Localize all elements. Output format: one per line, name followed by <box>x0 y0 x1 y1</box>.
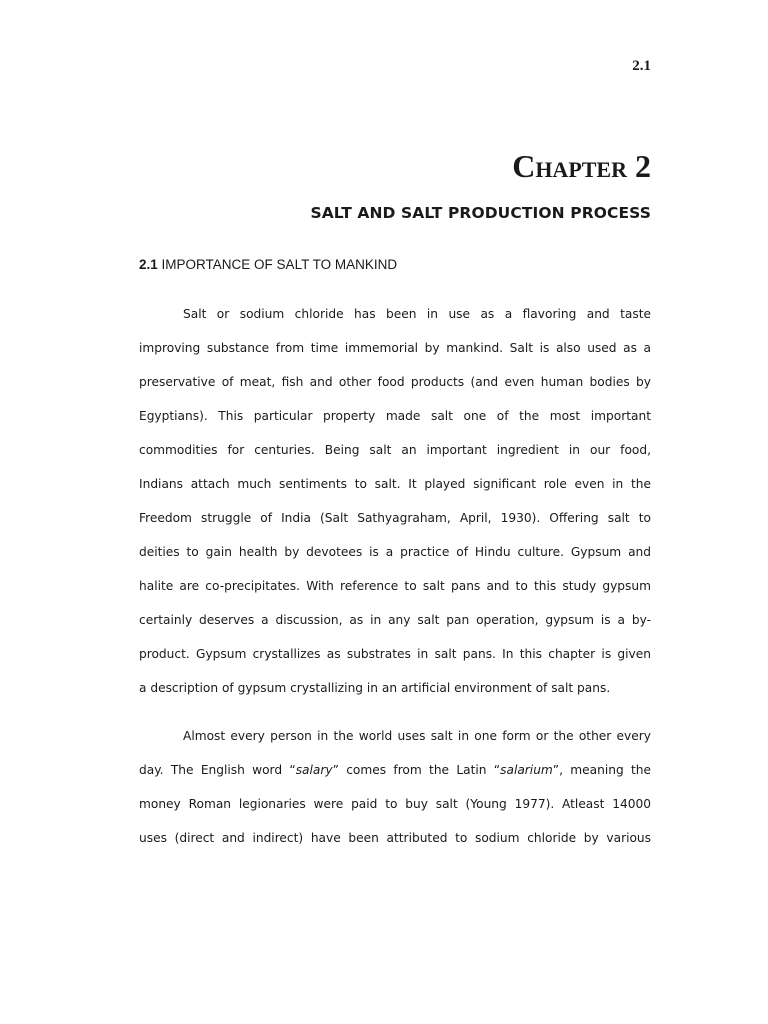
paragraph-line: deities to gain health by devotees is a practice of Hindu culture. Gypsum and <box>139 545 651 559</box>
italic-term-salary: salary <box>295 763 333 777</box>
paragraph-line: Indians attach much sentiments to salt. It played significant role even in the <box>139 477 651 491</box>
paragraph-line: preservative of meat, fish and other food products (and even human bodies by <box>139 375 651 389</box>
paragraph-line: money Roman legionaries were paid to buy salt (Young 1977). Atleast 14000 <box>139 797 651 811</box>
chapter-label-rest: HAPTER <box>535 157 627 182</box>
text-run: ” comes from the Latin “ <box>332 763 501 777</box>
paragraph-line: Salt or sodium chloride has been in use as a flavoring and taste <box>183 307 651 321</box>
paragraph-line: product. Gypsum crystallizes as substrates in salt pans. In this chapter is given <box>139 647 651 661</box>
paragraph-line: halite are co-precipitates. With reference to salt pans and to this study gypsum <box>139 579 651 593</box>
paragraph-1 <box>139 297 651 705</box>
text-run: ”, meaning the <box>552 763 651 777</box>
paragraph-line: Almost every person in the world uses salt in one form or the other every <box>183 729 651 743</box>
italic-term-salarium: salarium <box>500 763 553 777</box>
chapter-heading <box>512 146 651 190</box>
text-run: day. The English word “ <box>139 763 296 777</box>
chapter-label-initial: C <box>512 148 536 184</box>
chapter-title: SALT AND SALT PRODUCTION PROCESS <box>310 204 651 222</box>
paragraph-line-with-italics <box>139 753 651 787</box>
paragraph-line: commodities for centuries. Being salt an important ingredient in our food, <box>139 443 651 457</box>
paragraph-line: uses (direct and indirect) have been attributed to sodium chloride by various <box>139 831 651 845</box>
paragraph-line: Egyptians). This particular property made salt one of the most important <box>139 409 651 423</box>
section-title-text: IMPORTANCE OF SALT TO MANKIND <box>161 257 398 272</box>
paragraph-line: a description of gypsum crystallizing in an artificial environment of salt pans. <box>139 681 611 695</box>
paragraph-line: certainly deserves a discussion, as in any salt pan operation, gypsum is a by- <box>139 613 651 627</box>
paragraph-line: Freedom struggle of India (Salt Sathyagraham, April, 1930). Offering salt to <box>139 511 651 525</box>
section-title <box>139 257 397 272</box>
page-number: 2.1 <box>632 58 651 74</box>
chapter-number: 2 <box>635 148 651 184</box>
section-number: 2.1 <box>139 257 158 272</box>
paragraph-line: improving substance from time immemorial by mankind. Salt is also used as a <box>139 341 651 355</box>
paragraph-2 <box>139 719 651 855</box>
